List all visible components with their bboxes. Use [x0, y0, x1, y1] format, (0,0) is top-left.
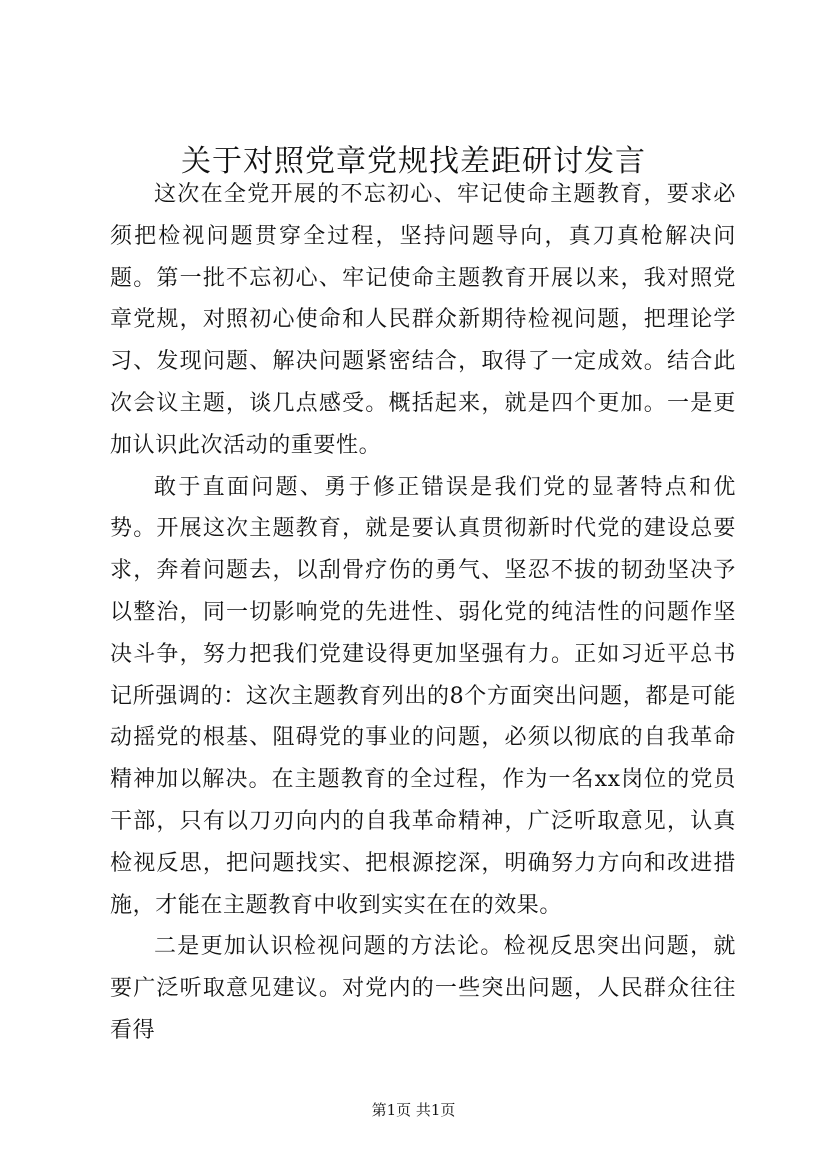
page-footer: 第1页 共1页: [371, 1101, 456, 1119]
paragraph-1: 这次在全党开展的不忘初心、牢记使命主题教育，要求必须把检视问题贯穿全过程，坚持问题导向，真刀真枪解决问题。第一批不忘初心、牢记使命主题教育开展以来，我对照党章党规，对照初心使命和人民群众新期待检视问题，把理论学习、发现问题、解决问题紧密结合，取得了一定成效。结合此次会议主题，谈几点感受。概括起来，就是四个更加。一是更加认识此次活动的重要性。: [110, 182, 736, 458]
paragraph-3: 二是更加认识检视问题的方法论。检视反思突出问题，就要广泛听取意见建议。对党内的一些突出问题，人民群众往往看得: [110, 934, 736, 1043]
paragraph-2: 敢于直面问题、勇于修正错误是我们党的显著特点和优势。开展这次主题教育，就是要认真贯彻新时代党的建设总要求，奔着问题去，以刮骨疗伤的勇气、坚忍不拔的韧劲坚决予以整治，同一切影响党的先进性、弱化党的纯洁性的问题作坚决斗争，努力把我们党建设得更加坚强有力。正如习近平总书记所强调的：这次主题教育列出的8个方面突出问题，都是可能动摇党的根基、阻碍党的事业的问题，必须以彻底的自我革命精神加以解决。在主题教育的全过程，作为一名xx岗位的党员干部，只有以刀刃向内的自我革命精神，广泛听取意见，认真检视反思，把问题找实、把根源挖深，明确努力方向和改进措施，才能在主题教育中收到实实在在的效果。: [110, 474, 736, 918]
document-body: [110, 174, 736, 1052]
document-title: 关于对照党章党规找差距研讨发言: [181, 144, 646, 179]
